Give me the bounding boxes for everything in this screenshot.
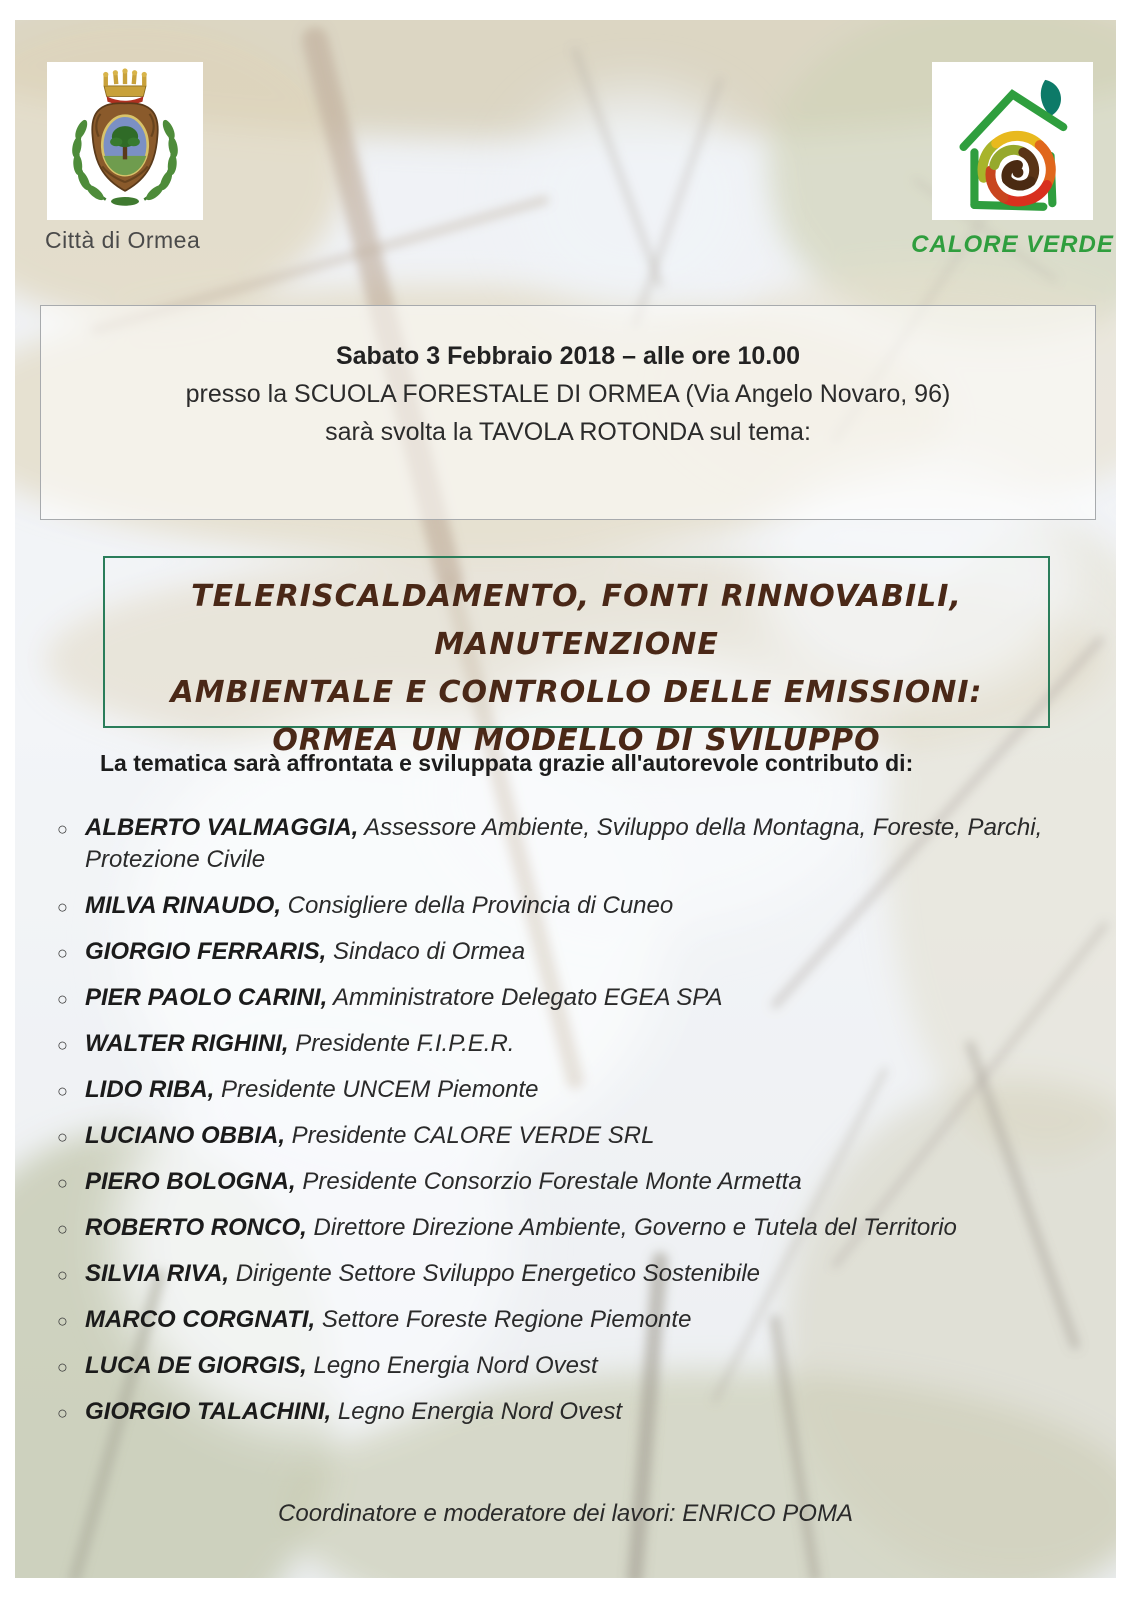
circle-bullet-icon: ○ (57, 819, 68, 839)
calore-verde-label: CALORE VERDE (911, 231, 1114, 258)
ormea-label: Città di Ormea (45, 227, 201, 253)
speaker-item (57, 1350, 1101, 1382)
speaker-name: LIDO RIBA, (85, 1076, 215, 1103)
intro-text: La tematica sarà affrontata e sviluppata grazie all'autorevole contributo di: (100, 750, 914, 776)
speaker-name: GIORGIO TALACHINI, (85, 1398, 332, 1425)
coordinator-line: Coordinatore e moderatore dei lavori: ENRICO POMA (278, 1500, 853, 1527)
speaker-item (57, 982, 1101, 1014)
circle-bullet-icon: ○ (57, 989, 68, 1009)
circle-bullet-icon: ○ (57, 1219, 68, 1239)
circle-bullet-icon: ○ (57, 1173, 68, 1193)
speaker-role: Legno Energia Nord Ovest (313, 1352, 598, 1379)
speaker-role: Amministratore Delegato EGEA SPA (333, 984, 723, 1011)
speaker-item (57, 1166, 1101, 1198)
speaker-role: Presidente CALORE VERDE SRL (291, 1122, 655, 1149)
speaker-item (57, 1396, 1101, 1428)
circle-bullet-icon: ○ (57, 1357, 68, 1377)
title-line-3: ORMEA UN MODELLO DI SVILUPPO (272, 723, 881, 758)
event-venue-line: presso la SCUOLA FORESTALE DI ORMEA (Via Angelo Novaro, 96) (185, 380, 951, 408)
speaker-name: LUCIANO OBBIA, (85, 1122, 285, 1149)
speaker-role: Dirigente Settore Sviluppo Energetico Sostenibile (235, 1260, 761, 1287)
speaker-name: WALTER RIGHINI, (85, 1030, 289, 1057)
circle-bullet-icon: ○ (57, 897, 68, 917)
event-date-line: Sabato 3 Febbraio 2018 – alle ore 10.00 (335, 342, 801, 370)
speaker-role: Sindaco di Ormea (333, 938, 526, 965)
speaker-name: SILVIA RIVA, (85, 1260, 230, 1287)
title-line-2: AMBIENTALE E CONTROLLO DELLE EMISSIONI: (170, 675, 983, 710)
speaker-item (57, 812, 1101, 876)
speaker-name: ALBERTO VALMAGGIA, (85, 814, 359, 841)
calore-verde-house-icon (940, 69, 1085, 214)
speaker-item (57, 1028, 1101, 1060)
speaker-item (57, 1212, 1101, 1244)
circle-bullet-icon: ○ (57, 943, 68, 963)
speaker-name: PIER PAOLO CARINI, (85, 984, 328, 1011)
speaker-name: LUCA DE GIORGIS, (85, 1352, 307, 1379)
calore-verde-logo (932, 62, 1093, 220)
speaker-name: ROBERTO RONCO, (85, 1214, 307, 1241)
speaker-item (57, 936, 1101, 968)
circle-bullet-icon: ○ (57, 1035, 68, 1055)
title-line-1: TELERISCALDAMENTO, FONTI RINNOVABILI, MANUTENZIONE (191, 579, 962, 662)
circle-bullet-icon: ○ (57, 1311, 68, 1331)
speaker-item (57, 1120, 1101, 1152)
event-info-box (40, 305, 1096, 520)
speaker-role: Consigliere della Provincia di Cuneo (287, 892, 674, 919)
speaker-role: Presidente Consorzio Forestale Monte Armetta (302, 1168, 802, 1195)
circle-bullet-icon: ○ (57, 1127, 68, 1147)
circle-bullet-icon: ○ (57, 1403, 68, 1423)
ormea-crest-icon (55, 68, 195, 214)
speaker-name: MARCO CORGNATI, (85, 1306, 316, 1333)
speaker-item (57, 1074, 1101, 1106)
speaker-role: Presidente F.I.P.E.R. (295, 1030, 515, 1057)
speakers-list (57, 812, 1101, 1442)
speaker-name: GIORGIO FERRARIS, (85, 938, 327, 965)
speaker-role: Direttore Direzione Ambiente, Governo e Tutela del Territorio (313, 1214, 957, 1241)
event-type-line: sarà svolta la TAVOLA ROTONDA sul tema: (325, 418, 811, 446)
speaker-role: Settore Foreste Regione Piemonte (321, 1306, 692, 1333)
speaker-name: PIERO BOLOGNA, (85, 1168, 296, 1195)
speaker-role: Legno Energia Nord Ovest (337, 1398, 623, 1425)
ormea-coat-of-arms (47, 62, 203, 220)
speaker-item (57, 1304, 1101, 1336)
title-box (103, 556, 1050, 758)
speaker-item (57, 1258, 1101, 1290)
circle-bullet-icon: ○ (57, 1265, 68, 1285)
speaker-role: Presidente UNCEM Piemonte (221, 1076, 539, 1103)
speaker-name: MILVA RINAUDO, (85, 892, 281, 919)
circle-bullet-icon: ○ (57, 1081, 68, 1101)
speaker-role: Assessore Ambiente, Sviluppo della Montagna, Foreste, Parchi, Protezione Civile (85, 814, 1043, 873)
speaker-item (57, 890, 1101, 922)
